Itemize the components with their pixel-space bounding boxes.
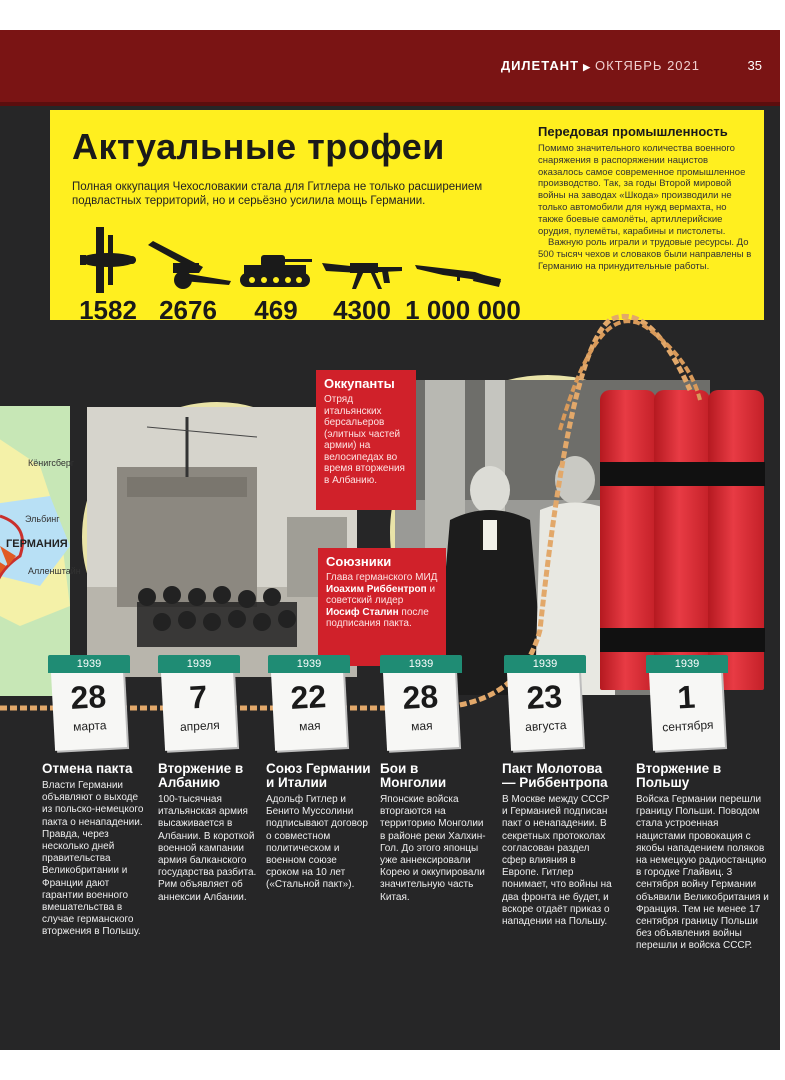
industry-paragraph-1: Помимо значительного количества военного снаряжения в распоряжении нацистов оказалось самое современное промышленное производство. Так, за годы Второй мировой войны на заводах «Шкода» производили не только автомобили для нужд вермахта, но также боевые самолёты, артиллерийские орудия, пулемёты, карабины и пистолеты.	[538, 143, 746, 237]
calendar-month: марта	[72, 718, 107, 734]
event-text: Японские войска вторгаются на территорию Монголии в районе реки Халхин-Гол. До этого японцы уже аннексировали Корею и оккупировали значительную часть Китая.	[380, 794, 486, 903]
calendar-day: 1	[676, 678, 697, 716]
calendar-month: мая	[298, 718, 321, 734]
event-title: Вторжение в Польшу	[636, 761, 722, 790]
page-number: 35	[747, 58, 762, 73]
calendar-page	[161, 669, 237, 751]
callout-occupiers-text: Отряд итальянских берсальеров (элитных частей армии) на велосипедах во время вторжения в Албанию.	[324, 394, 405, 486]
callout-allies-name-stalin: Иосиф Сталин	[326, 606, 399, 618]
event-text: Адольф Гитлер и Бенито Муссолини подписывают договор о совместном политическом и военном союзе сроком на 10 лет («Стальной пакт»).	[266, 794, 368, 891]
calendar-event-3	[268, 655, 350, 749]
event-title: Бои в Монголии	[380, 761, 447, 790]
event-title: Пакт Молотова — Риббентропа	[502, 761, 608, 790]
event-6	[636, 762, 770, 953]
event-2	[158, 762, 260, 904]
count-tanks: 469	[254, 295, 298, 325]
callout-allies-text-2: и советский лидер	[326, 583, 436, 606]
event-title: Союз Германии и Италии	[266, 761, 371, 790]
calendar-page	[507, 669, 583, 751]
calendar-year: 1939	[48, 655, 130, 673]
calendar-day: 7	[188, 678, 209, 716]
magazine-page	[0, 30, 780, 1050]
calendar-day: 23	[525, 678, 564, 716]
map-label-germany: ГЕРМАНИЯ	[6, 538, 68, 550]
event-1	[42, 762, 150, 939]
calendar-event-5	[504, 655, 586, 749]
calendar-month: апреля	[179, 717, 220, 735]
event-title: Отмена пакта	[42, 761, 133, 776]
map-label-konigsberg: Кёнигсберг	[28, 458, 75, 468]
map-label-elbing: Эльбинг	[25, 514, 60, 524]
trophies-title: Актуальные трофеи	[72, 126, 445, 167]
event-text: 100-тысячная итальянская армия высаживается в Албании. В короткой военной кампании армия балканского государства разбита. Рим объявляет об аннексии Албании.	[158, 794, 257, 903]
calendar-day: 28	[69, 678, 108, 716]
calendar-day: 28	[401, 678, 440, 716]
callout-occupiers-title: Оккупанты	[324, 376, 395, 391]
calendar-year: 1939	[380, 655, 462, 673]
calendar-event-4	[380, 655, 462, 749]
callout-allies-text-3: после подписания пакта.	[326, 606, 429, 629]
magazine-name: ДИЛЕТАНТ	[500, 58, 580, 73]
calendar-month: мая	[410, 718, 433, 734]
event-3	[266, 762, 372, 892]
calendar-day: 22	[289, 678, 328, 716]
calendar-event-2	[158, 655, 240, 749]
event-text: В Москве между СССР и Германией подписан пакт о ненападении. В секретных протоколах согласован раздел сфер влияния в Европе. Гитлер понимает, что войны на два фронта не будет, и вскоре отдаёт приказ о нападении на Польшу.	[502, 794, 612, 928]
count-rifles: 1 000 000	[405, 295, 521, 325]
calendar-month: августа	[524, 717, 567, 735]
trophies-lead: Полная оккупация Чехословакии стала для Гитлера не только расширением подвластных территорий, но и серьёзно усилила мощь Германии.	[72, 181, 483, 207]
triangle-icon: ▶	[583, 62, 591, 72]
count-howitzers: 2676	[159, 295, 217, 325]
event-text: Войска Германии перешли границу Польши. Поводом стала устроенная нацистами провокация с якобы нападением поляков на немецкую радиостанцию в городке Глайвиц. 3 сентября войну Германии объявили Великобритания и Франция. Тем не менее 17 сентября границу Польши без объявления войны перешли и войска СССР.	[636, 794, 769, 952]
issue-date: ОКТЯБРЬ 2021	[595, 58, 700, 73]
count-planes: 1582	[79, 295, 137, 325]
calendar-event-6	[646, 655, 728, 749]
event-title: Вторжение в Албанию	[158, 761, 244, 790]
calendar-year: 1939	[504, 655, 586, 673]
callout-allies-text-1: Глава германского МИД	[326, 572, 438, 583]
event-5	[502, 762, 614, 928]
calendar-event-1	[48, 655, 130, 749]
calendar-year: 1939	[158, 655, 240, 673]
industry-title: Передовая промышленность	[538, 124, 728, 139]
calendar-month: сентября	[661, 717, 714, 735]
callout-allies-title: Союзники	[326, 554, 392, 569]
calendar-year: 1939	[268, 655, 350, 673]
map-label-allenstein: Алленштайн	[28, 566, 81, 576]
event-text: Власти Германии объявляют о выходе из польско-немецкого пакта о ненападении. Правда, через несколько дней правительства Великобритании и Франции дают гарантии военного вмешательства в случае германского вторжения в Польшу.	[42, 780, 144, 938]
industry-paragraph-2: Важную роль играли и трудовые ресурсы. До 500 тысяч чехов и словаков были направлены в Германию на принудительные работы.	[538, 237, 752, 272]
event-4	[380, 762, 488, 904]
callout-allies-name-ribbentrop: Иоахим Риббентроп	[326, 583, 427, 595]
calendar-page	[51, 669, 127, 751]
calendar-page	[271, 669, 347, 751]
count-machine-guns: 4300	[333, 295, 391, 325]
calendar-page	[383, 669, 459, 751]
calendar-page	[649, 669, 725, 751]
calendar-year: 1939	[646, 655, 728, 673]
